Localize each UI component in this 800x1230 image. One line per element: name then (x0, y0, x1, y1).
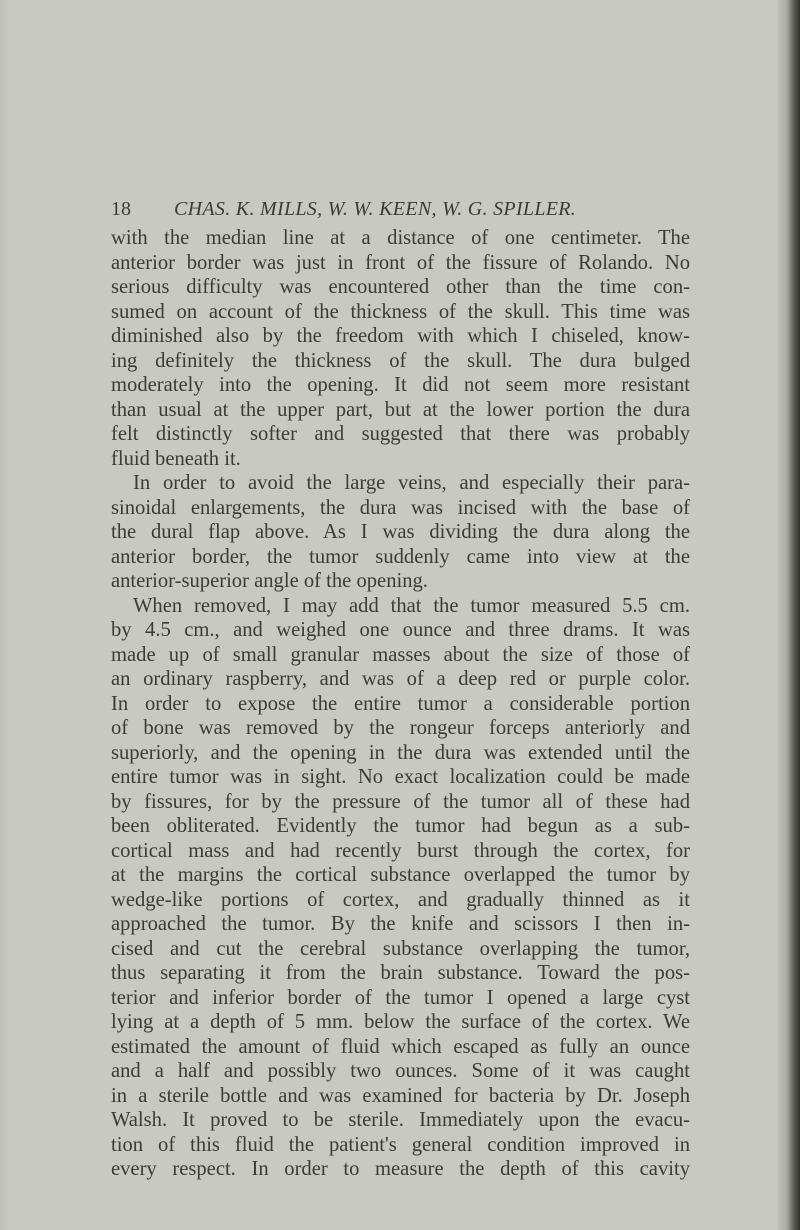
text-line: Walsh. It proved to be sterile. Immediately upon the evacu- (111, 1109, 690, 1131)
text-line: moderately into the opening. It did not seem more resistant (111, 374, 690, 396)
text-line: thus separating it from the brain substance. Toward the pos- (111, 962, 690, 984)
text-line: and a half and possibly two ounces. Some of it was caught (111, 1060, 690, 1082)
text-line: of bone was removed by the rongeur forceps anteriorly and (111, 717, 690, 739)
book-binding-edge (778, 0, 800, 1230)
text-line: felt distinctly softer and suggested that there was probably (111, 423, 690, 445)
text-line: diminished also by the freedom with which I chiseled, know- (111, 325, 690, 347)
text-line: anterior-superior angle of the opening. (111, 570, 428, 592)
text-line: serious difficulty was encountered other than the time con- (111, 276, 690, 298)
text-line: lying at a depth of 5 mm. below the surface of the cortex. We (111, 1011, 690, 1033)
text-line: by fissures, for by the pressure of the tumor all of these had (111, 790, 690, 813)
text-line: superiorly, and the opening in the dura was extended until the (111, 741, 690, 764)
text-line: In order to avoid the large veins, and especially their para- (133, 472, 690, 494)
text-line: made up of small granular masses about the size of those of (111, 643, 690, 666)
text-line: When removed, I may add that the tumor measured 5.5 cm. (133, 594, 690, 617)
text-line: cised and cut the cerebral substance overlapping the tumor, (111, 937, 690, 960)
text-line: with the median line at a distance of one centimeter. The (111, 227, 690, 249)
page-left-edge (0, 0, 8, 1230)
text-line: anterior border, the tumor suddenly came into view at the (111, 545, 690, 568)
running-title: CHAS. K. MILLS, W. W. KEEN, W. G. SPILLER. (174, 198, 577, 220)
text-line: anterior border was just in front of the fissure of Rolando. No (111, 251, 690, 274)
text-line: cortical mass and had recently burst through the cortex, for (111, 839, 690, 862)
text-line: an ordinary raspberry, and was of a deep red or purple color. (111, 668, 690, 690)
text-line: in a sterile bottle and was examined for bacteria by Dr. Joseph (111, 1084, 690, 1107)
text-line: sinoidal enlargements, the dura was incised with the base of (111, 496, 690, 519)
text-line: been obliterated. Evidently the tumor had begun as a sub- (111, 815, 690, 837)
text-line: ing definitely the thickness of the skull. The dura bulged (111, 349, 690, 372)
text-line: than usual at the upper part, but at the lower portion the dura (111, 398, 690, 421)
text-line: estimated the amount of fluid which escaped as fully an ounce (111, 1035, 690, 1058)
text-line: fluid beneath it. (111, 447, 241, 470)
body-text (111, 226, 690, 1182)
text-line: by 4.5 cm., and weighed one ounce and three drams. It was (111, 619, 690, 641)
text-line: terior and inferior border of the tumor I opened a large cyst (111, 986, 690, 1009)
text-line: approached the tumor. By the knife and scissors I then in- (111, 913, 690, 935)
text-line: In order to expose the entire tumor a considerable portion (111, 692, 690, 715)
text-line: at the margins the cortical substance overlapped the tumor by (111, 864, 690, 886)
text-line: entire tumor was in sight. No exact localization could be made (111, 766, 690, 788)
page-number: 18 (111, 198, 131, 220)
text-line: sumed on account of the thickness of the skull. This time was (111, 300, 690, 323)
text-line: tion of this fluid the patient's general condition improved in (111, 1133, 690, 1156)
text-line: the dural flap above. As I was dividing the dura along the (111, 521, 690, 543)
text-line: every respect. In order to measure the depth of this cavity (111, 1158, 690, 1180)
running-header (111, 198, 701, 221)
text-line: wedge-like portions of cortex, and gradually thinned as it (111, 888, 690, 911)
